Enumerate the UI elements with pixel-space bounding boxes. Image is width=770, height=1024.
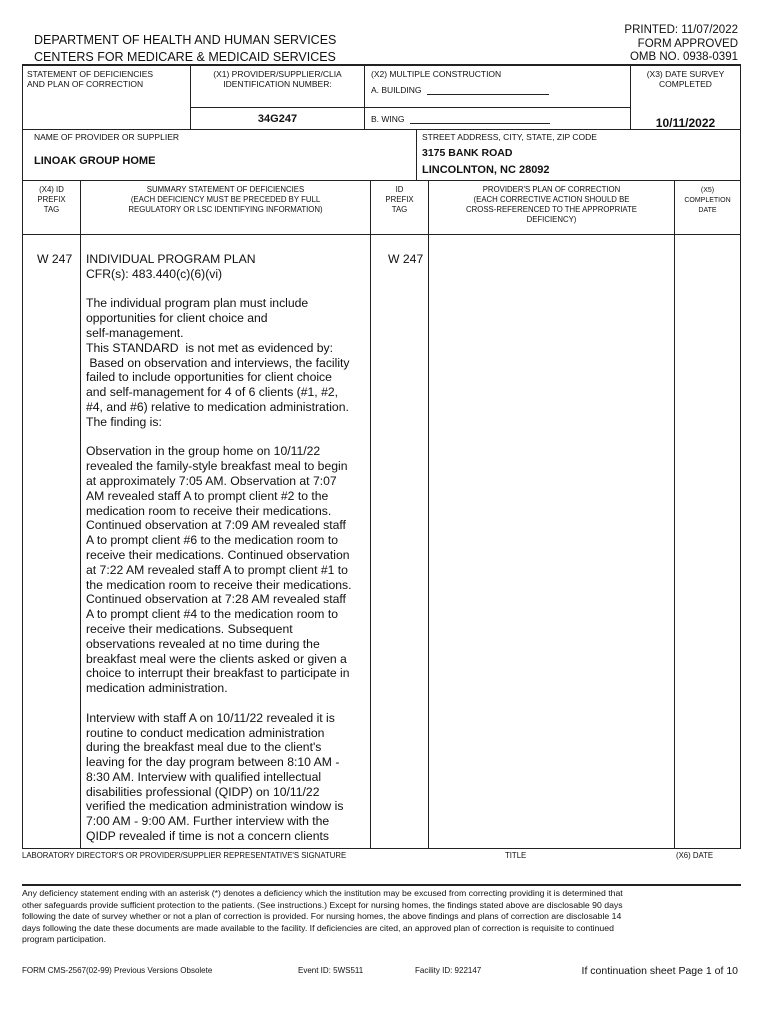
row-divider-2 bbox=[22, 180, 741, 181]
provider-name: LINOAK GROUP HOME bbox=[34, 155, 156, 167]
deficiency-line: Observation in the group home on 10/11/22 bbox=[86, 444, 321, 459]
deficiency-line: choice to interrupt their breakfast to participate in bbox=[86, 666, 350, 681]
deficiency-line: receive their medications. Subsequent bbox=[86, 621, 293, 636]
disclaimer-line-5: program participation. bbox=[22, 934, 107, 945]
deficiency-line: self-management. bbox=[86, 325, 184, 340]
deficiency-line: The finding is: bbox=[86, 414, 162, 429]
right-border bbox=[740, 65, 741, 848]
deficiency-line: failed to include opportunities for client choice bbox=[86, 370, 332, 385]
deficiency-line: routine to conduct medication administration bbox=[86, 725, 325, 740]
wing-label: B. WING bbox=[371, 114, 405, 124]
x3-label bbox=[631, 69, 740, 89]
deficiency-line: The individual program plan must include bbox=[86, 296, 309, 311]
building-field bbox=[371, 84, 549, 95]
prefix-tag-right: W 247 bbox=[388, 252, 424, 266]
deficiency-line: disabilities professional (QIDP) on 10/11/22 bbox=[86, 784, 320, 799]
wing-field bbox=[371, 113, 550, 124]
provider-id: 34G247 bbox=[257, 113, 298, 125]
deficiency-line: medication room to receive their medications. bbox=[86, 503, 332, 518]
id-header bbox=[371, 185, 428, 215]
plan-header bbox=[429, 185, 674, 225]
form-number: FORM CMS-2567(02-99) Previous Versions Obsolete bbox=[22, 966, 213, 975]
col-divider-2 bbox=[370, 181, 371, 848]
x1-label-line1: (X1) PROVIDER/SUPPLIER/CLIA bbox=[213, 69, 342, 79]
deficiency-line: breakfast meal were the clients asked or given a bbox=[86, 651, 347, 666]
row-divider-3 bbox=[22, 234, 741, 235]
deficiency-line: opportunities for client choice and bbox=[86, 311, 268, 326]
deficiency-line: QIDP revealed if time is not a concern clients bbox=[86, 829, 329, 844]
deficiency-line: A to prompt client #4 to the medication room to bbox=[86, 607, 339, 622]
deficiency-line: This STANDARD is not met as evidenced by: bbox=[86, 340, 333, 355]
summary-header bbox=[81, 185, 370, 215]
x4-header-line1: (X4) ID bbox=[39, 185, 64, 194]
x1-label-line2: IDENTIFICATION NUMBER: bbox=[223, 79, 332, 89]
deficiency-line: Based on observation and interviews, the facility bbox=[86, 355, 350, 370]
deficiency-paragraph bbox=[86, 444, 368, 696]
id-header-line3: TAG bbox=[391, 205, 408, 214]
disclaimer-line-3: following the date of survey whether or not a plan of correction is provided. For nursing homes, the above findings and plans of correction are disclosable 14 bbox=[22, 911, 622, 922]
x1-sub-divider bbox=[191, 107, 364, 108]
signature-bottom bbox=[22, 884, 741, 886]
deficiency-line: receive their medications. Continued observation bbox=[86, 547, 350, 562]
id-header-line1: ID bbox=[395, 185, 404, 194]
summary-header-line2: (EACH DEFICIENCY MUST BE PRECEDED BY FULL bbox=[130, 195, 321, 204]
agency-header bbox=[34, 33, 336, 65]
address-line-1: 3175 BANK ROAD bbox=[422, 147, 513, 159]
deficiency-paragraph bbox=[86, 296, 368, 429]
building-blank bbox=[427, 84, 549, 95]
plan-header-line3: CROSS-REFERENCED TO THE APPROPRIATE bbox=[466, 205, 637, 214]
statement-label-line2: AND PLAN OF CORRECTION bbox=[27, 79, 144, 89]
plan-header-line1: PROVIDER'S PLAN OF CORRECTION bbox=[482, 185, 621, 194]
deficiency-line: at 7:22 AM revealed staff A to prompt client #1 to bbox=[86, 562, 348, 577]
disclaimer-line-4: days following the date these documents are made available to the facility. If deficiencies are cited, an approved plan of correction is requisite to continued bbox=[22, 922, 614, 933]
plan-header-line2: (EACH CORRECTIVE ACTION SHOULD BE bbox=[473, 195, 630, 204]
department-name: DEPARTMENT OF HEALTH AND HUMAN SERVICES bbox=[34, 33, 337, 47]
omb-number: OMB NO. 0938-0391 bbox=[629, 51, 738, 63]
disclaimer-line-1: Any deficiency statement ending with an asterisk (*) denotes a deficiency which the institution may be excused from correcting providing it is determined that bbox=[22, 888, 623, 898]
event-id: Event ID: 5WS511 bbox=[298, 966, 364, 975]
deficiency-paragraph bbox=[86, 711, 368, 844]
title-label: TITLE bbox=[505, 851, 527, 860]
building-label: A. BUILDING bbox=[371, 85, 422, 95]
x5-header-line1: (X5) bbox=[700, 187, 715, 194]
x6-date-label: (X6) DATE bbox=[676, 851, 714, 860]
deficiency-line: Continued observation at 7:09 AM revealed staff bbox=[86, 518, 346, 533]
x5-header-line3: DATE bbox=[698, 207, 717, 214]
facility-id: Facility ID: 922147 bbox=[415, 966, 482, 975]
col-divider-1 bbox=[80, 181, 81, 848]
top-divider-x2 bbox=[364, 65, 365, 129]
plan-header-line4: DEFICIENCY) bbox=[526, 215, 577, 224]
col-divider-4 bbox=[674, 181, 675, 848]
id-header-line2: PREFIX bbox=[385, 195, 414, 204]
x3-label-line2: COMPLETED bbox=[659, 79, 712, 89]
deficiency-line: during the breakfast meal due to the client's bbox=[86, 740, 322, 755]
disclaimer bbox=[22, 888, 747, 946]
deficiency-line: verified the medication administration window is bbox=[86, 799, 344, 814]
signature-label: LABORATORY DIRECTOR'S OR PROVIDER/SUPPLIER REPRESENTATIVE'S SIGNATURE bbox=[22, 851, 347, 860]
x4-header-line2: PREFIX bbox=[37, 195, 66, 204]
deficiency-title: INDIVIDUAL PROGRAM PLAN bbox=[86, 252, 256, 266]
provider-name-label: NAME OF PROVIDER OR SUPPLIER bbox=[34, 132, 179, 142]
deficiency-line: and self-management for 4 of 6 clients (#1, #2, bbox=[86, 385, 339, 400]
disclaimer-line-2: other safeguards provide sufficient protection to the patients. (See instructions.) Except for nursing homes, the findings stated above are disclosable 90 days bbox=[22, 899, 623, 910]
deficiency-line: observations revealed at no time during the bbox=[86, 636, 320, 651]
centers-name: CENTERS FOR MEDICARE & MEDICAID SERVICES bbox=[34, 50, 336, 64]
summary-header-line1: SUMMARY STATEMENT OF DEFICIENCIES bbox=[146, 185, 305, 194]
survey-completed-date: 10/11/2022 bbox=[655, 116, 716, 130]
deficiency-line: medication administration. bbox=[86, 681, 228, 696]
statement-label-line1: STATEMENT OF DEFICIENCIES bbox=[27, 69, 154, 79]
x5-header-line2: COMPLETION bbox=[684, 197, 731, 204]
deficiency-line: A to prompt client #6 to the medication room to bbox=[86, 533, 339, 548]
top-border bbox=[22, 64, 741, 66]
left-border bbox=[22, 65, 23, 848]
x2-label: (X2) MULTIPLE CONSTRUCTION bbox=[371, 69, 502, 79]
address-divider bbox=[416, 130, 417, 180]
deficiency-line: leaving for the day program between 8:10 AM - bbox=[86, 755, 340, 770]
x4-header bbox=[23, 185, 80, 215]
deficiency-summary bbox=[86, 252, 368, 859]
x1-label bbox=[191, 69, 364, 89]
x2-sub-divider bbox=[365, 107, 630, 108]
deficiency-line: AM revealed staff A to prompt client #2 to the bbox=[86, 488, 329, 503]
deficiency-line: 7:00 AM - 9:00 AM. Further interview with the bbox=[86, 814, 330, 829]
statement-label bbox=[27, 69, 153, 89]
printed-date: PRINTED: 11/07/2022 bbox=[624, 24, 738, 36]
deficiency-line: revealed the family-style breakfast meal to begin bbox=[86, 459, 348, 474]
x5-header bbox=[675, 186, 740, 216]
deficiency-line: Continued observation at 7:28 AM revealed staff bbox=[86, 592, 346, 607]
address-line-2: LINCOLNTON, NC 28092 bbox=[422, 164, 550, 176]
page-indicator: If continuation sheet Page 1 of 10 bbox=[581, 965, 738, 977]
deficiency-line: 8:30 AM. Interview with qualified intellectual bbox=[86, 769, 322, 784]
form-approved: FORM APPROVED bbox=[637, 37, 738, 50]
wing-blank bbox=[410, 113, 550, 124]
address-label: STREET ADDRESS, CITY, STATE, ZIP CODE bbox=[422, 132, 597, 142]
x4-header-line3: TAG bbox=[43, 205, 60, 214]
x3-label-line1: (X3) DATE SURVEY bbox=[646, 69, 725, 79]
col-divider-3 bbox=[428, 181, 429, 848]
deficiency-line: #4, and #6) relative to medication administration. bbox=[86, 399, 349, 414]
deficiency-line: Interview with staff A on 10/11/22 revealed it is bbox=[86, 710, 335, 725]
deficiency-cfr: CFR(s): 483.440(c)(6)(vi) bbox=[86, 266, 223, 281]
deficiency-paragraphs bbox=[86, 296, 368, 843]
deficiency-line: the medication room to receive their medications. bbox=[86, 577, 352, 592]
header-meta bbox=[624, 24, 738, 65]
deficiency-line: at approximately 7:05 AM. Observation at 7:07 bbox=[86, 473, 337, 488]
summary-header-line3: REGULATORY OR LSC IDENTIFYING INFORMATION) bbox=[128, 205, 323, 214]
prefix-tag-left: W 247 bbox=[37, 252, 73, 266]
